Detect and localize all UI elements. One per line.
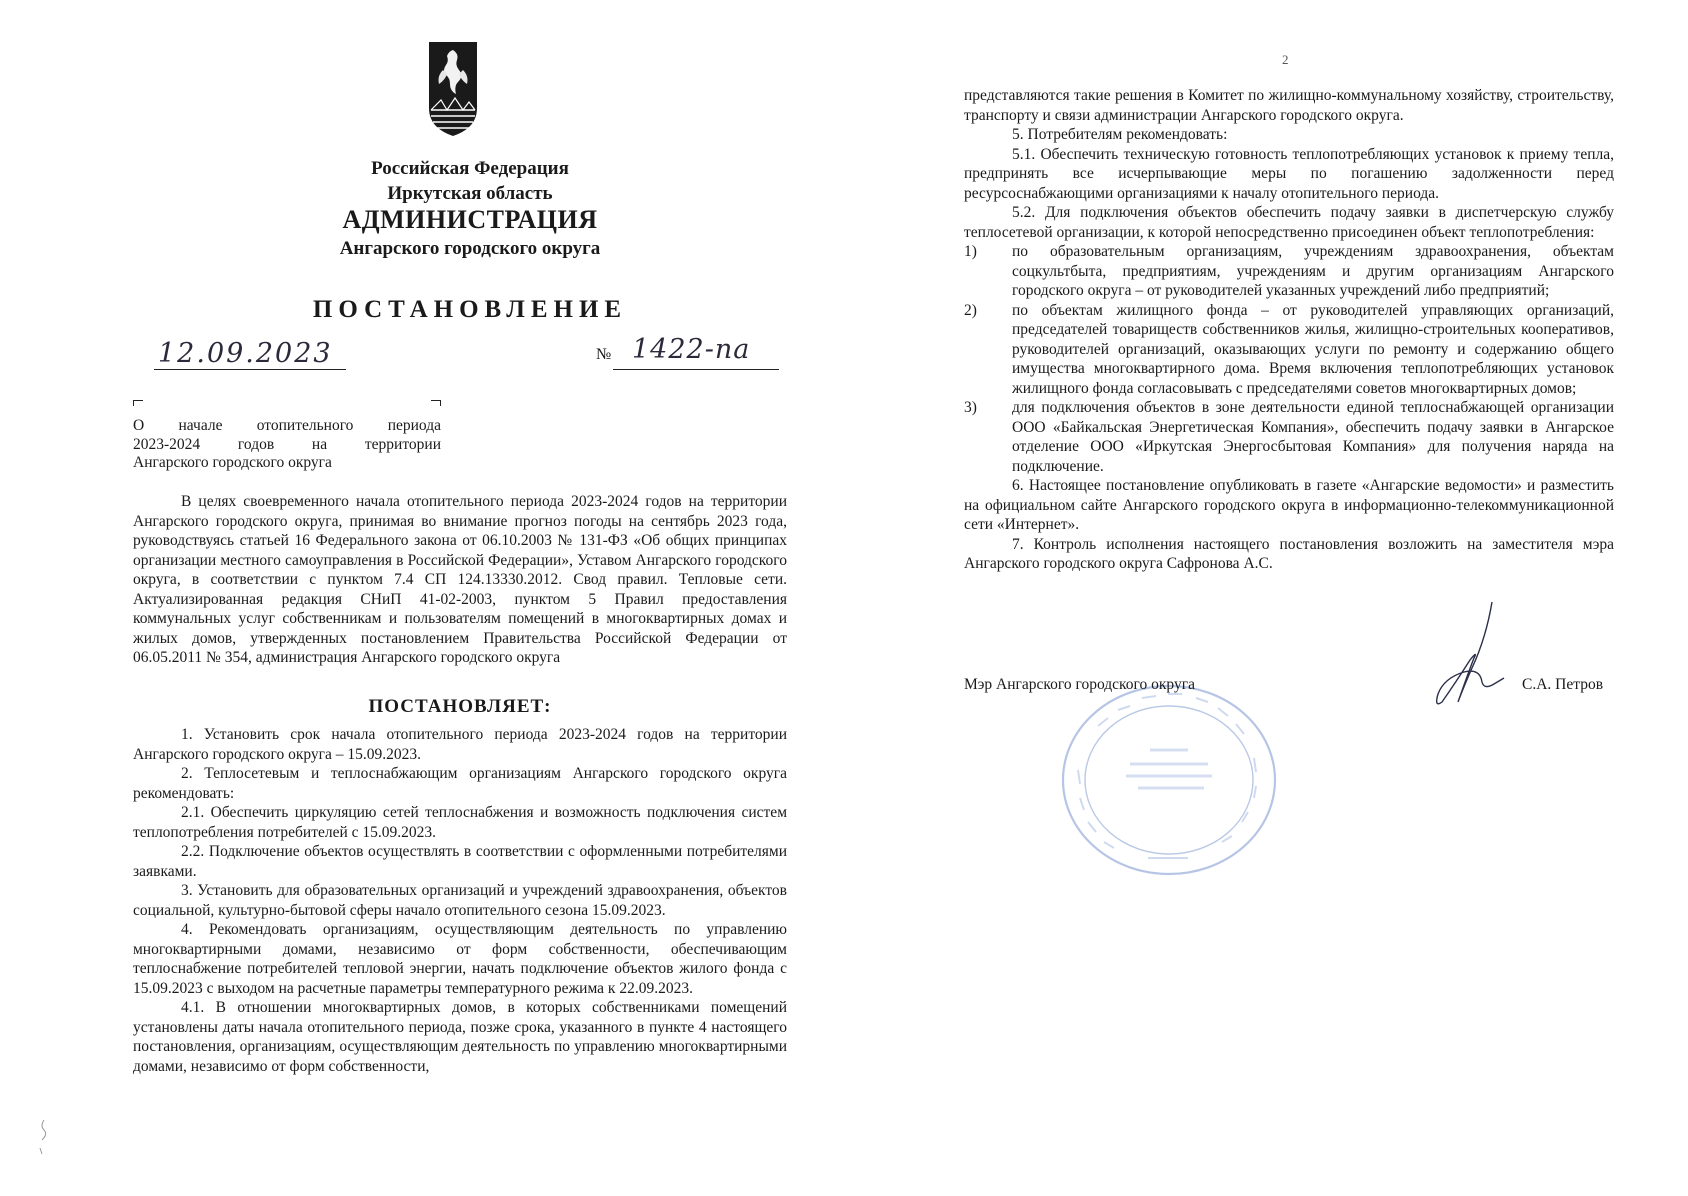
- decree-item: 7. Контроль исполнения настоящего постановления возложить на заместителя мэра Ангарского городского округа Сафронова А.С.: [964, 535, 1614, 572]
- scan-artifact: [36, 1118, 50, 1158]
- list-item-text: по образовательным организациям, учреждениям здравоохранения, объектам соцкультбыта, предприятиям, учреждениям и другим организациям Ангарского городского округа – от руководителей указанных учреждений либо предприятий;: [1012, 243, 1614, 299]
- round-seal-stamp-icon: [1058, 680, 1280, 880]
- document-subject: [133, 417, 441, 473]
- decree-item: 5.1. Обеспечить техническую готовность теплопотребляющих установок к приему тепла, предпринять все исчерпывающие меры по погашению задолженности перед ресурсоснабжающими организациями к началу отопительного периода.: [964, 145, 1614, 202]
- decrees-heading: ПОСТАНОВЛЯЕТ:: [368, 696, 552, 717]
- signatory-name: С.А. Петров: [1522, 676, 1604, 693]
- number-underline: [613, 369, 779, 370]
- list-item-number: 1): [964, 243, 977, 260]
- document-number: 1422-па: [632, 334, 751, 365]
- list-item: [964, 301, 1614, 399]
- preamble: [133, 492, 787, 668]
- signatory-title: Мэр Ангарского городского округа: [964, 676, 1195, 693]
- list-item-text: для подключения объектов в зоне деятельности единой теплоснабжающей организации ООО «Байкальская Энергетическая Компания», обеспечить подачу заявки в Ангарское отделение ООО «Иркутская Энергосбытовая Компания» для получения наряда на подключение.: [1012, 399, 1614, 475]
- subject-line: Ангарского городского округа: [133, 454, 332, 471]
- document-date: 12.09.2023: [158, 338, 333, 369]
- page-number: 2: [1282, 52, 1289, 67]
- coat-of-arms-emblem-icon: [427, 40, 479, 138]
- header-administration: АДМИНИСТРАЦИЯ: [342, 205, 598, 234]
- header-country: Российская Федерация: [371, 158, 569, 179]
- list-item-number: 3): [964, 399, 977, 416]
- decree-item: 4.1. В отношении многоквартирных домов, в которых собственниками помещений установлены даты начала отопительного периода, позже срока, указанного в пункте 4 настоящего постановления, организациям, осуществляющим деятельность по управлению многоквартирными домами, независимо от форм собственности,: [133, 999, 787, 1075]
- list-item-number: 2): [964, 301, 977, 319]
- decree-items-right: [964, 86, 1614, 574]
- decree-item: 2.2. Подключение объектов осуществлять в соответствии с оформленными потребителями заявками.: [133, 843, 787, 880]
- header-district: Ангарского городского округа: [339, 238, 601, 259]
- date-underline: [154, 369, 346, 370]
- decree-item: 3. Установить для образовательных организаций и учреждений здравоохранения, объектов социальной, культурно-бытовой сферы начало отопительного сезона 15.09.2023.: [133, 882, 787, 919]
- decree-item: 5. Потребителям рекомендовать:: [1012, 126, 1228, 143]
- decree-item: 1. Установить срок начала отопительного периода 2023-2024 годов на территории Ангарского городского округа – 15.09.2023.: [133, 726, 787, 763]
- decree-item: 6. Настоящее постановление опубликовать в газете «Ангарские ведомости» и разместить на официальном сайте Ангарского городского округа в информационно-телекоммуникационной сети «Интернет».: [964, 477, 1614, 533]
- subject-bracket-right: [431, 400, 441, 406]
- handwritten-signature-icon: [1430, 598, 1510, 708]
- subject-bracket-left: [133, 400, 143, 406]
- list-item: [964, 398, 1614, 476]
- decree-item: 5.2. Для подключения объектов обеспечить подачу заявки в диспетчерскую службу теплосетевой организации, к которой непосредственно присоединен объект теплопотребления:: [964, 204, 1614, 241]
- document-type-title: ПОСТАНОВЛЕНИЕ: [312, 296, 628, 323]
- decree-item: 2. Теплосетевым и теплоснабжающим организациям Ангарского городского округа рекомендовать:: [133, 765, 787, 802]
- header-region: Иркутская область: [387, 183, 553, 204]
- list-item: [964, 242, 1614, 301]
- preamble-text: В целях своевременного начала отопительного периода 2023-2024 годов на территории Ангарского городского округа, принимая во внимание прогноз погоды на сентябрь 2023 года, руководствуясь статьей 16 Федерального закона от 06.10.2003 № 131-ФЗ «Об общих принципах организации местного самоуправления в Российской Федерации», Уставом Ангарского городского округа, в соответствии с пунктом 7.4 СП 124.13330.2012. Свод правил. Тепловые сети. Актуализированная редакция СНиП 41-02-2003, пунктом 5 Правил предоставления коммунальных услуг собственникам и пользователям помещений в многоквартирных домах и жилых домов, утвержденных постановлением Правительства Российской Федерации от 06.05.2011 № 354, администрация Ангарского городского округа: [133, 493, 787, 666]
- decree-items-left: [133, 725, 787, 1076]
- decree-item-continuation: представляются такие решения в Комитет по жилищно-коммунальному хозяйству, строительству, транспорту и связи администрации Ангарского городского округа.: [964, 87, 1614, 124]
- number-label: №: [596, 346, 612, 363]
- subject-line: 2023-2024 годов на территории: [133, 435, 441, 453]
- decree-item: 2.1. Обеспечить циркуляцию сетей теплоснабжения и возможность подключения систем теплопотребления потребителей с 15.09.2023.: [133, 804, 787, 841]
- list-item-text: по объектам жилищного фонда – от руководителей управляющих организаций, председателей товариществ собственников жилья, жилищно-строительных кооперативов, руководителей организаций, оказывающих услуги по ремонту и содержанию общего имущества многоквартирного дома. Время включения теплопотребляющих установок жилищного фонда согласовывать с председателями советов многоквартирных домов;: [1012, 301, 1614, 397]
- decree-item: 4. Рекомендовать организациям, осуществляющим деятельность по управлению многоквартирными домами, независимо от форм собственности, обеспечивающим теплоснабжение потребителей тепловой энергии, начать подключение объектов жилого фонда с 15.09.2023 с выходом на расчетные параметры температурного режима к 22.09.2023.: [133, 921, 787, 997]
- subject-line: О начале отопительного периода: [133, 417, 441, 434]
